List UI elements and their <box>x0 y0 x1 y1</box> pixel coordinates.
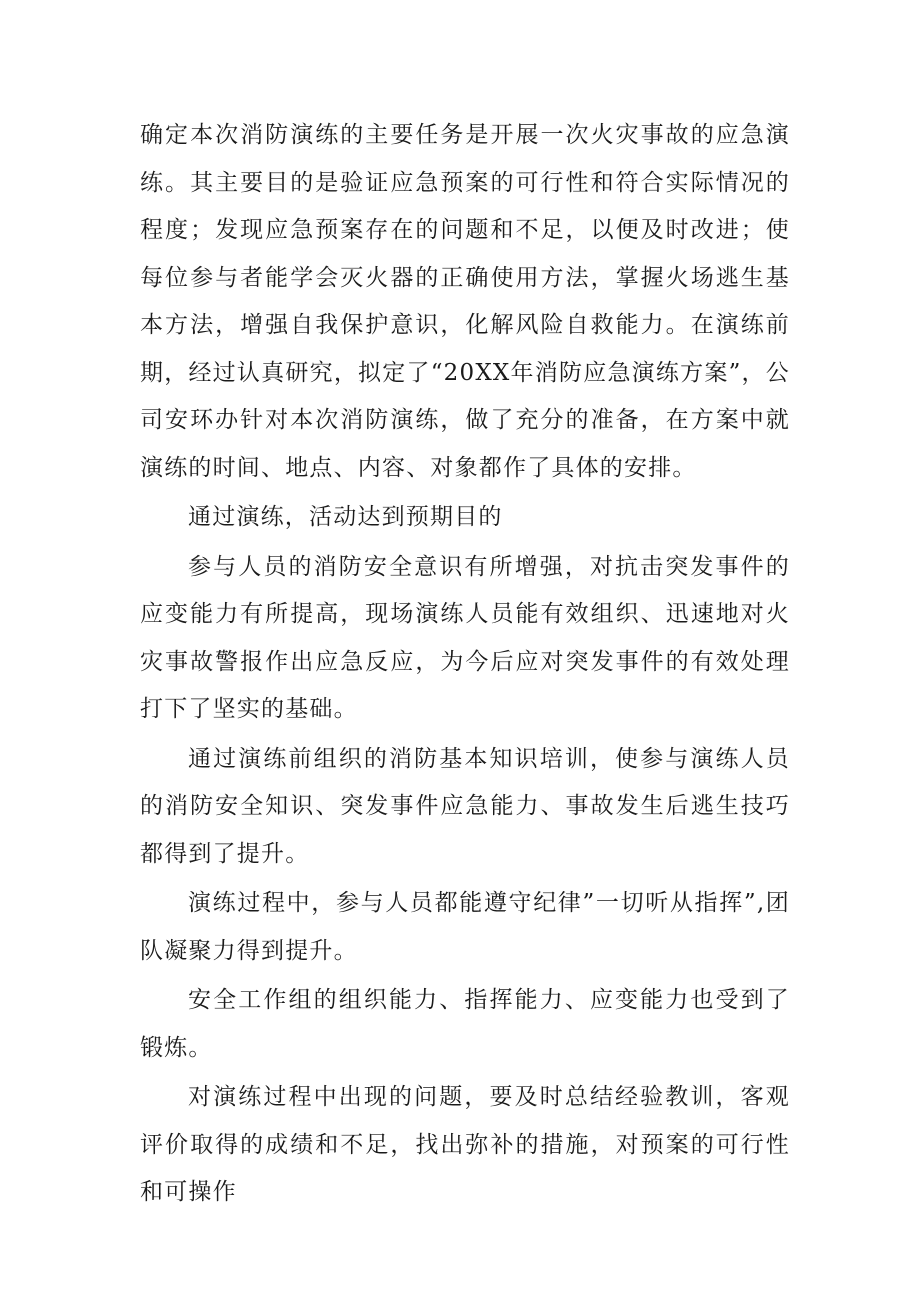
paragraph-task-overview: 确定本次消防演练的主要任务是开展一次火灾事故的应急演练。其主要目的是验证应急预案的可行性和符合实际情况的程度；发现应急预案存在的问题和不足，以便及时改进；使每位参与者能学会灭火器的正确使用方法，掌握火场逃生基本方法，增强自我保护意识，化解风险自救能力。在演练前期，经过认真研究，拟定了“20XX年消防应急演练方案”，公司安环办针对本次消防演练，做了充分的准备，在方案中就演练的时间、地点、内容、对象都作了具体的安排。 <box>140 122 790 481</box>
paragraph-drill-goal-heading: 通过演练，活动达到预期目的 <box>188 504 503 530</box>
paragraph-awareness: 参与人员的消防安全意识有所增强，对抗击突发事件的应变能力有所提高，现场演练人员能有效组织、迅速地对火灾事故警报作出应急反应，为今后应对突发事件的有效处理打下了坚实的基础。 <box>140 553 790 722</box>
paragraph-summary: 对演练过程中出现的问题，要及时总结经验教训，客观评价取得的成绩和不足，找出弥补的措施，对预案的可行性和可操作 <box>140 1084 790 1205</box>
paragraph-training: 通过演练前组织的消防基本知识培训，使参与演练人员的消防安全知识、突发事件应急能力、事故发生后逃生技巧都得到了提升。 <box>140 745 790 867</box>
document-body <box>140 112 790 1217</box>
paragraph-team-ability: 安全工作组的组织能力、指挥能力、应变能力也受到了锻炼。 <box>140 987 790 1061</box>
paragraph-discipline: 演练过程中，参与人员都能遵守纪律”一切听从指挥”,团队凝聚力得到提升。 <box>140 890 790 964</box>
